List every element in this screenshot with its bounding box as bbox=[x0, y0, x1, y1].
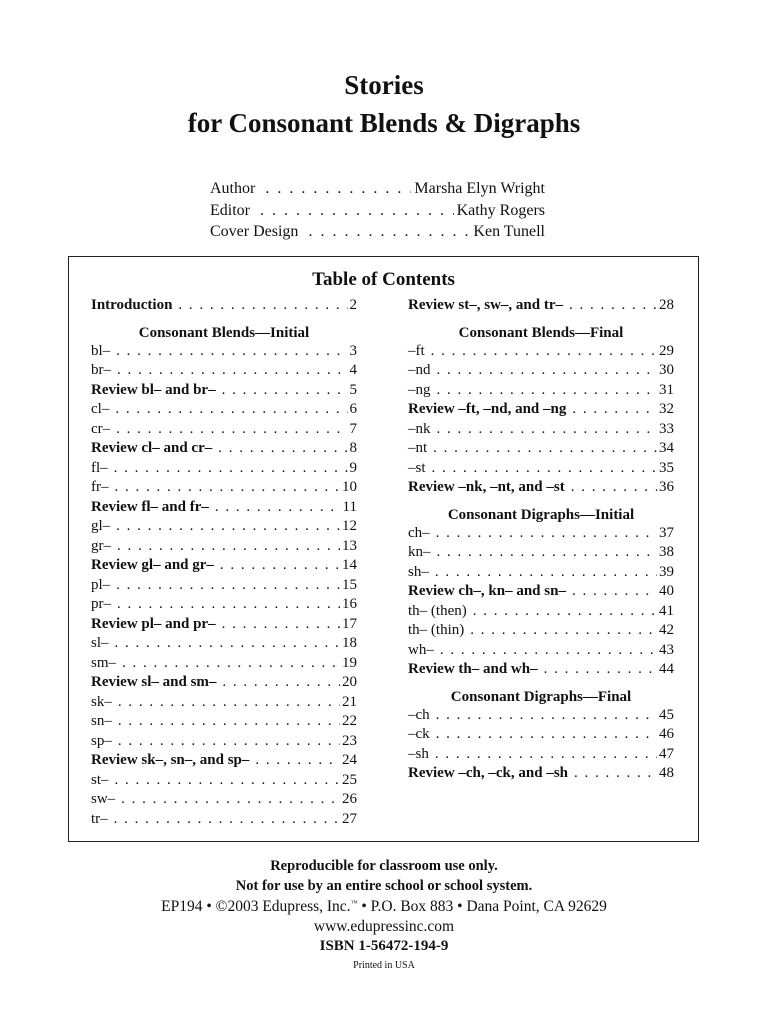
credit-label: Author bbox=[210, 180, 256, 197]
dot-leader bbox=[117, 538, 340, 555]
dot-leader bbox=[116, 343, 347, 360]
toc-entry-label: Review ch–, kn– and sn– bbox=[408, 583, 566, 599]
toc-entry[interactable] bbox=[91, 362, 357, 382]
dot-leader bbox=[433, 440, 657, 457]
toc-entry[interactable] bbox=[91, 343, 357, 363]
toc-entry[interactable]: Review st–, sw–, and tr– . . . 28 bbox=[408, 297, 674, 317]
toc-entry-page: 10 bbox=[342, 479, 357, 495]
dot-leader bbox=[440, 642, 657, 659]
toc-entry-page: 17 bbox=[342, 615, 357, 632]
dot-leader bbox=[114, 460, 348, 477]
toc-entry-label: Review th– and wh– bbox=[408, 661, 538, 677]
dot-leader bbox=[436, 525, 657, 542]
toc-entry-label: –nt bbox=[408, 440, 428, 456]
toc-entry[interactable] bbox=[91, 811, 357, 831]
toc-entry[interactable] bbox=[91, 635, 357, 655]
toc-entry[interactable] bbox=[91, 499, 357, 519]
toc-entry-label: Review pl– and pr– bbox=[91, 615, 216, 632]
toc-entry-page: 26 bbox=[342, 791, 357, 807]
toc-entry[interactable] bbox=[91, 674, 357, 694]
toc-entry[interactable] bbox=[91, 733, 357, 753]
dot-leader bbox=[437, 362, 658, 379]
toc-entry-page: 48 bbox=[659, 765, 674, 781]
toc-entry-label: Review gl– and gr– bbox=[91, 557, 214, 573]
toc-entry-page: 7 bbox=[349, 420, 357, 437]
toc-entry-label: tr– bbox=[91, 810, 108, 827]
toc-entry-page: 40 bbox=[659, 583, 674, 599]
credit-cover-design bbox=[210, 223, 545, 245]
toc-entry-label: gl– bbox=[91, 518, 111, 534]
toc-entry-label: th– (thin) bbox=[408, 622, 465, 638]
toc-entry-page: 27 bbox=[342, 810, 357, 827]
toc-entry-page: 39 bbox=[659, 563, 674, 580]
toc-entry-page: 34 bbox=[659, 440, 674, 456]
credit-label: Editor bbox=[210, 201, 250, 219]
toc-entry-page: 32 bbox=[659, 401, 674, 417]
toc-entry-page: 33 bbox=[659, 420, 674, 437]
toc-entry-page: 37 bbox=[659, 524, 674, 541]
dot-leader bbox=[118, 733, 340, 750]
toc-entry-label: –ck bbox=[408, 726, 430, 742]
toc-entry[interactable] bbox=[408, 479, 674, 499]
dot-leader bbox=[437, 382, 658, 399]
toc-entry[interactable] bbox=[408, 564, 674, 584]
dot-leader bbox=[114, 811, 340, 828]
dot-leader bbox=[432, 460, 657, 477]
toc-entry[interactable] bbox=[91, 421, 357, 441]
toc-entry[interactable] bbox=[408, 661, 674, 681]
toc-entry[interactable] bbox=[408, 603, 674, 623]
dot-leader bbox=[121, 791, 340, 808]
toc-entry[interactable] bbox=[91, 694, 357, 714]
toc-entry-page: 24 bbox=[342, 752, 357, 768]
dot-leader bbox=[115, 479, 341, 496]
toc-entry-page: 29 bbox=[659, 342, 674, 359]
toc-entry-label: sn– bbox=[91, 713, 112, 729]
toc-entry-page: 25 bbox=[342, 771, 357, 788]
toc-entry[interactable] bbox=[91, 440, 357, 460]
dot-leader bbox=[437, 544, 658, 561]
toc-entry-page: 31 bbox=[659, 381, 674, 398]
toc-entry-page: 44 bbox=[659, 661, 674, 677]
toc-title: Table of Contents bbox=[312, 269, 455, 290]
dot-leader bbox=[116, 518, 340, 535]
toc-entry[interactable] bbox=[408, 362, 674, 382]
toc-entry-page: 21 bbox=[342, 693, 357, 710]
toc-right-column bbox=[408, 297, 674, 785]
toc-entry-page: 12 bbox=[342, 518, 357, 534]
toc-entry[interactable] bbox=[408, 746, 674, 766]
toc-entry[interactable] bbox=[91, 538, 357, 558]
toc-entry-label: Review bl– and br– bbox=[91, 381, 216, 398]
toc-entry-label: Review –ch, –ck, and –sh bbox=[408, 765, 569, 781]
dot-leader bbox=[436, 726, 657, 743]
dot-leader bbox=[255, 752, 340, 769]
toc-entry-label: Review –ft, –nd, and –ng bbox=[408, 401, 567, 417]
credit-name: Kathy Rogers bbox=[456, 201, 545, 219]
toc-entry-page: 16 bbox=[342, 596, 357, 612]
toc-entry-label: th– (then) bbox=[408, 602, 467, 619]
dot-leader bbox=[118, 713, 340, 730]
dot-leader bbox=[571, 479, 657, 496]
toc-entry[interactable] bbox=[408, 726, 674, 746]
toc-entry[interactable] bbox=[91, 655, 357, 675]
toc-entry-page: 15 bbox=[342, 576, 357, 593]
dot-leader bbox=[572, 583, 657, 600]
toc-entry[interactable] bbox=[91, 616, 357, 636]
toc-entry-label: –st bbox=[408, 459, 426, 476]
toc-entry-label: –ch bbox=[408, 706, 430, 723]
toc-entry[interactable] bbox=[91, 772, 357, 792]
toc-entry-label: –ft bbox=[408, 342, 425, 359]
toc-entry-label: sh– bbox=[408, 563, 429, 580]
dot-leader bbox=[436, 707, 657, 724]
toc-entry-page: 22 bbox=[342, 713, 357, 729]
toc-entry-page: 3 bbox=[349, 342, 357, 359]
footer-printed-in: Printed in USA bbox=[353, 960, 415, 971]
credits bbox=[210, 180, 545, 245]
credit-label: Cover Design bbox=[210, 223, 299, 240]
toc-entry[interactable] bbox=[91, 557, 357, 577]
toc-entry[interactable] bbox=[408, 460, 674, 480]
dot-leader bbox=[222, 674, 340, 691]
footer-isbn: ISBN 1-56472-194-9 bbox=[319, 938, 449, 954]
toc-entry-page: 23 bbox=[342, 732, 357, 749]
toc-entry[interactable] bbox=[408, 440, 674, 460]
footer-restriction-note: Not for use by an entire school or school system. bbox=[235, 878, 533, 894]
toc-entry-page: 4 bbox=[349, 362, 357, 378]
dot-leader bbox=[470, 622, 657, 639]
toc-entry-page: 20 bbox=[342, 674, 357, 690]
toc-entry-page: 8 bbox=[349, 440, 357, 456]
toc-entry[interactable] bbox=[408, 642, 674, 662]
toc-entry-page: 13 bbox=[342, 537, 357, 554]
toc-entry[interactable] bbox=[408, 525, 674, 545]
toc-entry-label: cr– bbox=[91, 420, 111, 437]
toc-entry-page: 6 bbox=[349, 401, 357, 417]
credit-name: Ken Tunell bbox=[473, 223, 545, 240]
toc-entry-page: 43 bbox=[659, 641, 674, 658]
dot-leader bbox=[473, 603, 657, 620]
dot-leader bbox=[116, 421, 347, 438]
toc-entry-label: sw– bbox=[91, 791, 116, 807]
toc-entry-page: 38 bbox=[659, 544, 674, 560]
toc-entry[interactable] bbox=[408, 382, 674, 402]
toc-entry-page: 41 bbox=[659, 602, 674, 619]
toc-entry-introduction[interactable]: Introduction . . . 2 bbox=[91, 297, 357, 317]
toc-entry[interactable] bbox=[91, 518, 357, 538]
toc-entry-label: sm– bbox=[91, 654, 117, 671]
toc-entry-label: Review sl– and sm– bbox=[91, 674, 217, 690]
toc-entry[interactable] bbox=[408, 583, 674, 603]
toc-entry-label: st– bbox=[91, 771, 109, 788]
toc-entry-label: br– bbox=[91, 362, 111, 378]
section-heading: Consonant Blends—Final bbox=[458, 324, 624, 341]
dot-leader bbox=[437, 421, 658, 438]
toc-entry[interactable] bbox=[91, 577, 357, 597]
credit-name: Marsha Elyn Wright bbox=[414, 180, 545, 197]
toc-entry-page: 18 bbox=[342, 635, 357, 651]
dot-leader bbox=[431, 343, 657, 360]
toc-entry[interactable] bbox=[408, 401, 674, 421]
toc-entry-page: 30 bbox=[659, 362, 674, 378]
toc-entry[interactable] bbox=[91, 791, 357, 811]
section-heading: Consonant Digraphs—Initial bbox=[447, 506, 635, 523]
toc-entry[interactable] bbox=[91, 479, 357, 499]
toc-entry[interactable] bbox=[408, 622, 674, 642]
dot-leader bbox=[122, 655, 340, 672]
dot-leader bbox=[116, 577, 340, 594]
toc-entry-page: 19 bbox=[342, 654, 357, 671]
toc-entry-label: bl– bbox=[91, 342, 111, 359]
dot-leader bbox=[115, 401, 347, 418]
toc-entry-page: 45 bbox=[659, 706, 674, 723]
book-title-line1: Stories bbox=[344, 70, 424, 100]
dot-leader bbox=[222, 616, 340, 633]
toc-entry[interactable] bbox=[91, 596, 357, 616]
toc-entry-page: 35 bbox=[659, 459, 674, 476]
dot-leader bbox=[572, 401, 657, 418]
toc-entry-page: 36 bbox=[659, 479, 674, 495]
toc-entry-label: Review sk–, sn–, and sp– bbox=[91, 752, 250, 768]
toc-entry-page: 14 bbox=[342, 557, 357, 573]
dot-leader bbox=[118, 694, 340, 711]
toc-entry-label: gr– bbox=[91, 537, 111, 554]
credit-editor bbox=[210, 202, 545, 224]
toc-entry-label: Review fl– and fr– bbox=[91, 498, 209, 515]
toc-left-column bbox=[91, 297, 357, 830]
toc-entry-label: Review –nk, –nt, and –st bbox=[408, 479, 565, 495]
toc-entry-label: ch– bbox=[408, 524, 430, 541]
toc-entry-label: sl– bbox=[91, 635, 109, 651]
toc-entry-page: 11 bbox=[342, 498, 357, 515]
toc-entry-label: pl– bbox=[91, 576, 111, 593]
footer-website: www.edupressinc.com bbox=[313, 918, 455, 935]
dot-leader bbox=[115, 635, 340, 652]
table-of-contents bbox=[68, 256, 699, 842]
dot-leader bbox=[435, 564, 657, 581]
dot-leader bbox=[574, 765, 657, 782]
toc-entry[interactable] bbox=[408, 765, 674, 785]
dot-leader bbox=[220, 557, 340, 574]
toc-entry-label: cl– bbox=[91, 401, 110, 417]
toc-entry-label: –sh bbox=[408, 745, 429, 762]
toc-entry-label: sk– bbox=[91, 693, 112, 710]
dot-leader bbox=[115, 772, 340, 789]
toc-entry-label: –ng bbox=[408, 381, 431, 398]
toc-entry[interactable] bbox=[408, 343, 674, 363]
toc-entry-page: 47 bbox=[659, 745, 674, 762]
dot-leader bbox=[117, 596, 340, 613]
toc-entry-label: fr– bbox=[91, 479, 109, 495]
toc-entry[interactable] bbox=[408, 544, 674, 564]
toc-entry[interactable] bbox=[91, 382, 357, 402]
toc-entry[interactable] bbox=[408, 707, 674, 727]
toc-entry-label: –nd bbox=[408, 362, 431, 378]
dot-leader bbox=[215, 499, 341, 516]
credit-author bbox=[210, 180, 545, 202]
section-heading: Consonant Blends—Initial bbox=[138, 324, 310, 341]
toc-entry[interactable] bbox=[91, 460, 357, 480]
toc-entry[interactable] bbox=[91, 713, 357, 733]
dot-leader bbox=[117, 362, 348, 379]
section-heading: Consonant Digraphs—Final bbox=[450, 688, 632, 705]
dot-leader bbox=[435, 746, 657, 763]
toc-entry-page: 5 bbox=[349, 381, 357, 398]
toc-entry-label: –nk bbox=[408, 420, 431, 437]
toc-entry[interactable] bbox=[91, 752, 357, 772]
dot-leader bbox=[544, 661, 657, 678]
footer-reproducible-note: Reproducible for classroom use only. bbox=[270, 858, 498, 874]
toc-entry-page: 9 bbox=[349, 459, 357, 476]
toc-entry-label: Review cl– and cr– bbox=[91, 440, 213, 456]
dot-leader bbox=[218, 440, 347, 457]
toc-entry-label: sp– bbox=[91, 732, 112, 749]
toc-entry-label: pr– bbox=[91, 596, 111, 612]
toc-entry[interactable] bbox=[91, 401, 357, 421]
toc-entry-label: kn– bbox=[408, 544, 431, 560]
book-title-line2: for Consonant Blends & Digraphs bbox=[187, 108, 581, 138]
toc-entry-page: 46 bbox=[659, 726, 674, 742]
dot-leader bbox=[222, 382, 348, 399]
toc-entry[interactable] bbox=[408, 421, 674, 441]
footer-publisher-address: EP194 • ©2003 Edupress, Inc.™ • P.O. Box 883 • Dana Point, CA 92629 bbox=[161, 898, 607, 915]
toc-entry-page: 42 bbox=[659, 622, 674, 638]
toc-entry-label: fl– bbox=[91, 459, 108, 476]
toc-entry-label: wh– bbox=[408, 641, 434, 658]
